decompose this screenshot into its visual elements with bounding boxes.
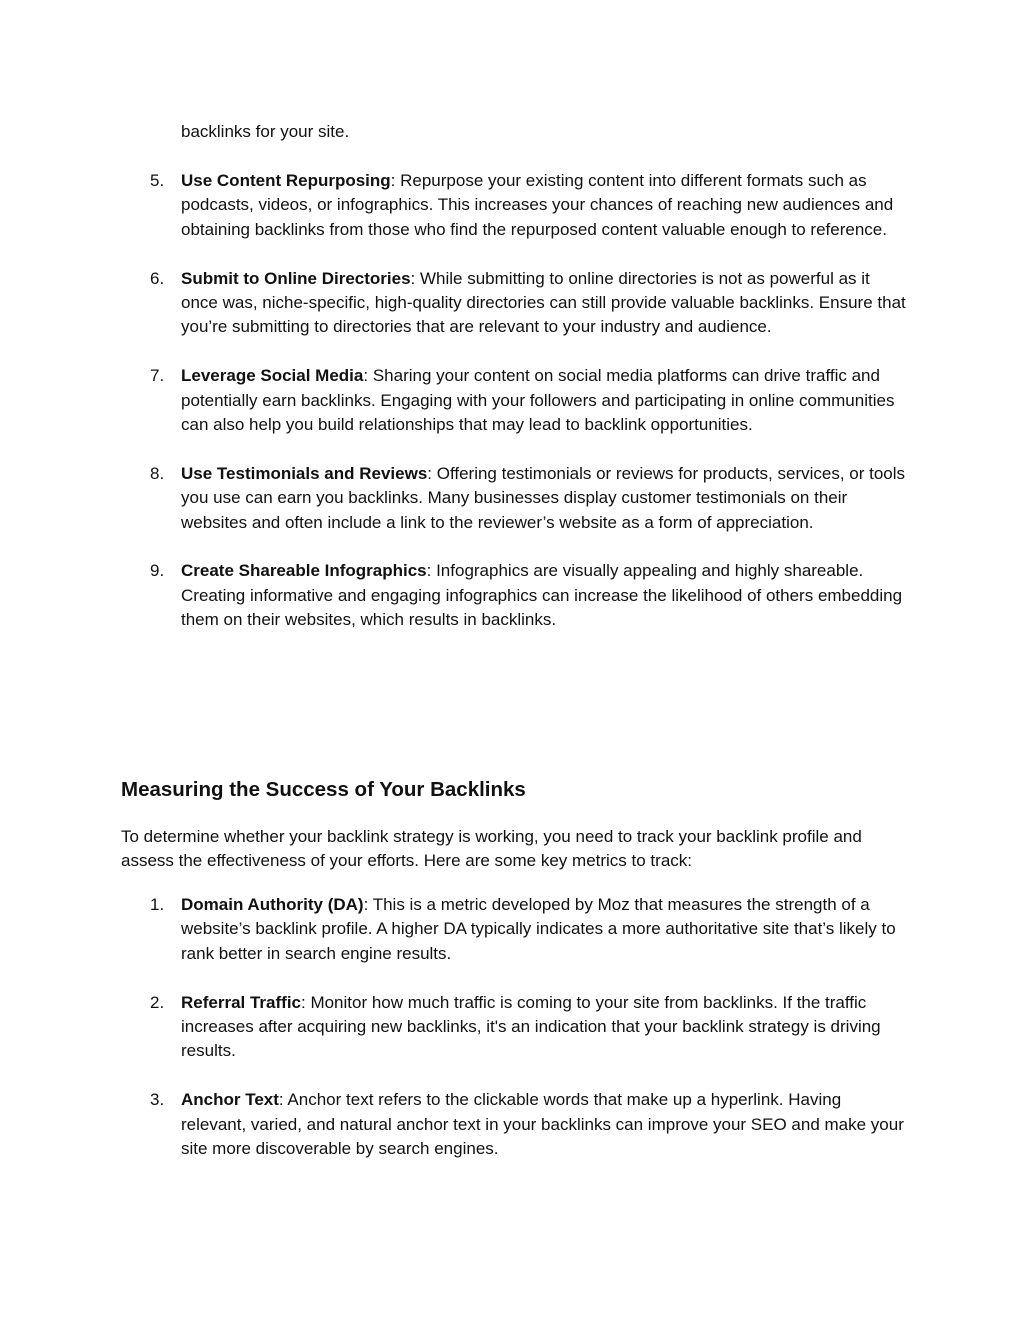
item-term: Anchor Text — [181, 1090, 279, 1110]
item-term: Create Shareable Infographics — [181, 561, 427, 581]
list-item — [0, 559, 1024, 632]
item-text: : While submitting to online directories is not as powerful as it once was, niche-specific, high-quality directories can still provide valuable backlinks. Ensure that you’re submitting to directories that are relevant to your industry and audience. — [181, 268, 906, 337]
item-text: : Offering testimonials or reviews for products, services, or tools you use can earn you backlinks. Many businesses display customer testimonials on their websites and often include a link to the reviewer’s website as a form of appreciation. — [181, 463, 906, 532]
list-item — [0, 1088, 1024, 1161]
continuation-text: backlinks for your site. — [181, 122, 350, 141]
item-text: : This is a metric developed by Moz that measures the strength of a website’s backlink profile. A higher DA typically indicates a more authoritative site that’s likely to rank better in search engine results. — [181, 895, 896, 963]
item-body — [181, 1088, 906, 1161]
item-number: 9. — [150, 561, 165, 581]
item-number: 5. — [150, 171, 165, 190]
item-term: Use Testimonials and Reviews — [181, 463, 428, 483]
list-item — [0, 462, 1024, 535]
item-number: 7. — [150, 366, 165, 386]
item-number: 3. — [150, 1090, 165, 1110]
section-heading: Measuring the Success of Your Backlinks — [121, 778, 526, 801]
item-body — [181, 267, 906, 340]
list-item — [0, 267, 1024, 340]
item-term: Domain Authority (DA) — [181, 895, 364, 914]
item-body — [181, 559, 906, 632]
item-number: 2. — [150, 992, 165, 1012]
item-number: 6. — [150, 268, 165, 288]
metrics-list — [0, 893, 1024, 1186]
item-body — [181, 169, 906, 242]
item-term: Use Content Repurposing — [181, 171, 391, 190]
list-item — [0, 364, 1024, 437]
list-item — [0, 169, 1024, 242]
section-intro: To determine whether your backlink strategy is working, you need to track your backlink profile and assess the effectiveness of your efforts. Here are some key metrics to track: — [121, 827, 862, 871]
item-body — [181, 462, 906, 535]
item-body — [181, 991, 906, 1064]
item-term: Referral Traffic — [181, 992, 301, 1012]
item-text: : Infographics are visually appealing and highly shareable. Creating informative and engaging infographics can increase the likelihood of others embedding them on their websites, which results in backlinks. — [181, 561, 903, 630]
item-text: : Monitor how much traffic is coming to your site from backlinks. If the traffic increases after acquiring new backlinks, it's an indication that your backlink strategy is driving results. — [181, 992, 881, 1061]
item-body — [181, 893, 906, 966]
strategy-list — [0, 169, 1024, 657]
list-item — [0, 991, 1024, 1064]
item-number: 1. — [150, 895, 165, 914]
item-text: : Sharing your content on social media platforms can drive traffic and potentially earn backlinks. Engaging with your followers and participating in online communities can also help you build relationships that may lead to backlink opportunities. — [181, 366, 895, 435]
item-term: Leverage Social Media — [181, 366, 364, 386]
item-number: 8. — [150, 463, 165, 483]
item-term: Submit to Online Directories — [181, 268, 411, 288]
item-body — [181, 364, 906, 437]
item-text: : Anchor text refers to the clickable words that make up a hyperlink. Having relevant, varied, and natural anchor text in your backlinks can improve your SEO and make your site more discoverable by search engines. — [181, 1090, 904, 1159]
list-item — [0, 893, 1024, 966]
item-text: : Repurpose your existing content into different formats such as podcasts, videos, or infographics. This increases your chances of reaching new audiences and obtaining backlinks from those who find the repurposed content valuable enough to reference. — [181, 171, 894, 239]
